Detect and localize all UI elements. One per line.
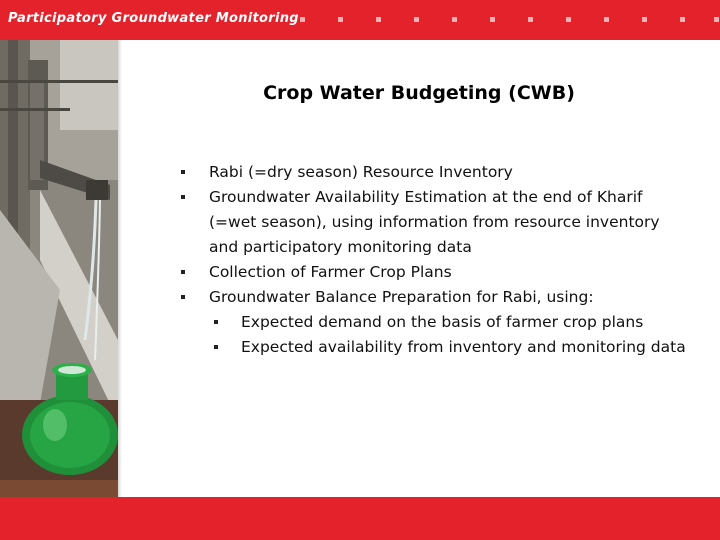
bullet-item [178, 185, 718, 260]
sub-bullet-item [178, 310, 718, 335]
bullet-text: Rabi (=dry season) Resource Inventory [209, 163, 513, 181]
bullet-marker-icon [214, 320, 218, 324]
bullet-item [178, 260, 718, 285]
bullet-text: Groundwater Balance Preparation for Rabi, using: [209, 288, 594, 306]
bullet-text: Expected demand on the basis of farmer crop plans [241, 313, 644, 331]
slide-title: Crop Water Budgeting (CWB) [263, 82, 575, 104]
bullet-text: and participatory monitoring data [209, 238, 472, 256]
bullet-item [178, 285, 718, 310]
bullet-list [178, 160, 718, 360]
sub-bullet-item [178, 335, 718, 360]
bullet-text: Groundwater Availability Estimation at the end of Kharif [209, 188, 643, 206]
bullet-item [178, 160, 718, 185]
bullet-text: Expected availability from inventory and monitoring data [241, 338, 686, 356]
header-title: Participatory Groundwater Monitoring [8, 11, 299, 26]
bullet-marker-icon [214, 345, 218, 349]
bullet-text: (=wet season), using information from resource inventory [209, 213, 660, 231]
bullet-text: Collection of Farmer Crop Plans [209, 263, 452, 281]
bullet-marker-icon [181, 195, 185, 199]
header-bar [0, 0, 720, 40]
bullet-marker-icon [181, 295, 185, 299]
hand-pump-photo [0, 40, 118, 497]
frame-shadow [118, 40, 122, 497]
bullet-marker-icon [181, 170, 185, 174]
bullet-marker-icon [181, 270, 185, 274]
footer-bar [0, 497, 720, 540]
header-dots-decoration [300, 17, 720, 23]
